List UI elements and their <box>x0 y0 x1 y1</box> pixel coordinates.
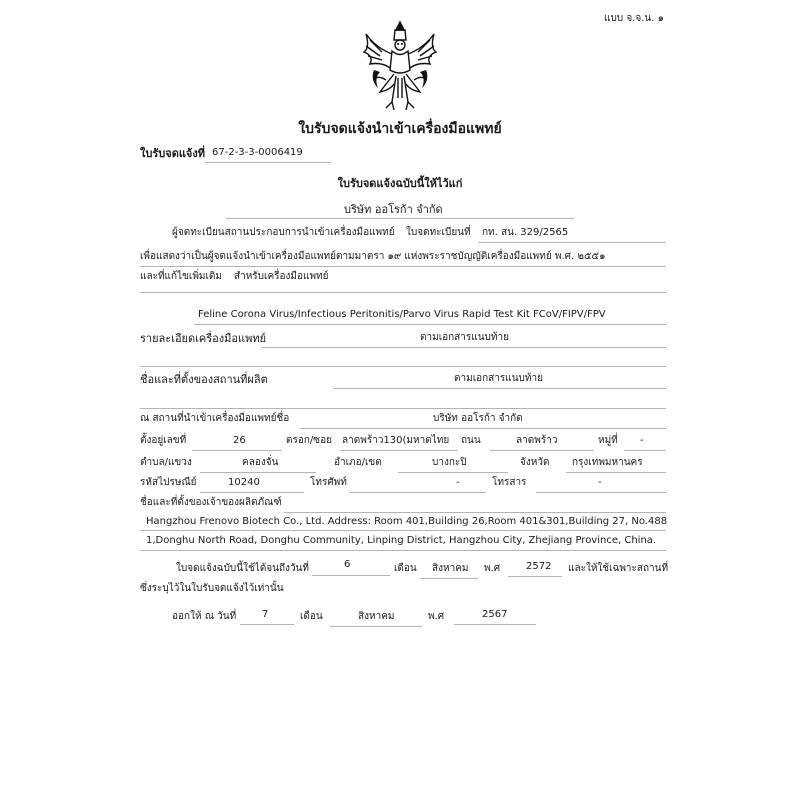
subdistrict-value: คลองจั่น <box>242 457 279 468</box>
moo-value: - <box>640 435 644 446</box>
issued-month: สิงหาคม <box>358 611 395 622</box>
details-label: รายละเอียดเครื่องมือแพทย์ <box>140 332 267 345</box>
validity-suffix: และให้ใช้เฉพาะสถานที่ <box>568 563 669 574</box>
issued-year-label: พ.ศ <box>428 611 445 622</box>
validity-day: 6 <box>344 559 351 570</box>
issued-to-heading: ใบรับจดแจ้งฉบับนี้ให้ไว้แก่ <box>337 177 463 190</box>
fax-label: โทรสาร <box>492 477 527 488</box>
address-no: 26 <box>233 435 246 446</box>
company-name: บริษัท ออโรก้า จำกัด <box>344 203 443 216</box>
issued-month-label: เดือน <box>300 611 323 622</box>
garuda-emblem-icon <box>356 18 444 114</box>
district-label: อำเภอ/เขต <box>334 457 382 468</box>
subdistrict-label: ตำบล/แขวง <box>140 457 192 468</box>
registration-number: กท. สน. 329/2565 <box>482 227 569 238</box>
owner-label: ชื่อและที่ตั้งของเจ้าของผลิตภัณฑ์ <box>140 497 282 508</box>
registration-label: ใบจดทะเบียนที่ <box>406 227 471 238</box>
road-value: ลาดพร้าว <box>516 435 558 446</box>
soi-value: ลาดพร้าว130(มหาดไทย <box>342 435 450 446</box>
validity-month: สิงหาคม <box>432 563 469 574</box>
receipt-label: ใบรับจดแจ้งที่ <box>140 147 205 160</box>
import-site-value: บริษัท ออโรก้า จำกัด <box>433 413 523 424</box>
address-no-label: ตั้งอยู่เลขที่ <box>140 435 187 446</box>
moo-label: หมู่ที่ <box>598 435 618 446</box>
manufacturer-site-value: ตามเอกสารแนบท้าย <box>454 373 543 384</box>
importer-label: ผู้จดทะเบียนสถานประกอบการนำเข้าเครื่องมือแพทย์ <box>172 227 395 238</box>
statement: เพื่อแสดงว่าเป็นผู้จดแจ้งนำเข้าเครื่องมือแพทย์ตามมาตรา ๑๙ แห่งพระราชบัญญัติเครื่องมือแพทย์ พ.ศ. ๒๕๕๑ <box>140 251 606 262</box>
manufacturer-site-label: ชื่อและที่ตั้งของสถานที่ผลิต <box>140 373 268 386</box>
validity-line2: ซึ่งระบุไว้ในใบรับจดแจ้งไว้เท่านั้น <box>140 583 284 594</box>
receipt-number: 67-2-3-3-0006419 <box>212 147 303 158</box>
issued-day: 7 <box>262 609 269 620</box>
import-site-label: ณ สถานที่นำเข้าเครื่องมือแพทย์ชื่อ <box>140 413 290 424</box>
document-title: ใบรับจดแจ้งนำเข้าเครื่องมือแพทย์ <box>298 121 502 137</box>
owner-address-line2: 1,Donghu North Road, Donghu Community, Linping District, Hangzhou City, Zhejiang Province, China. <box>146 535 657 546</box>
province-value: กรุงเทพมหานคร <box>572 457 643 468</box>
road-label: ถนน <box>461 435 481 446</box>
province-label: จังหวัด <box>520 457 550 468</box>
issued-label: ออกให้ ณ วันที่ <box>172 611 237 622</box>
phone-value: - <box>456 477 460 488</box>
validity-month-label: เดือน <box>394 563 417 574</box>
validity-year: 2572 <box>526 561 552 572</box>
phone-label: โทรศัพท์ <box>310 477 347 488</box>
owner-address-line1: Hangzhou Frenovo Biotech Co., Ltd. Address: Room 401,Building 26,Room 401&301,Building 27, No.488 <box>146 516 668 527</box>
form-code: แบบ จ.จ.น. ๑ <box>604 13 664 24</box>
device-for-label: สำหรับเครื่องมือแพทย์ <box>234 271 329 282</box>
postal-value: 10240 <box>228 477 260 488</box>
validity-year-label: พ.ศ <box>484 563 501 574</box>
issued-year: 2567 <box>482 609 508 620</box>
device-name: Feline Corona Virus/Infectious Peritonitis/Parvo Virus Rapid Test Kit FCoV/FIPV/FPV <box>198 309 606 320</box>
details-value: ตามเอกสารแนบท้าย <box>420 332 509 343</box>
district-value: บางกะปิ <box>432 457 467 468</box>
validity-label: ใบจดแจ้งฉบับนี้ใช้ได้จนถึงวันที่ <box>176 563 309 574</box>
amendment-text: และที่แก้ไขเพิ่มเติม <box>140 271 223 282</box>
soi-label: ตรอก/ซอย <box>286 435 332 446</box>
fax-value: - <box>598 477 602 488</box>
postal-label: รหัสไปรษณีย์ <box>140 477 197 488</box>
